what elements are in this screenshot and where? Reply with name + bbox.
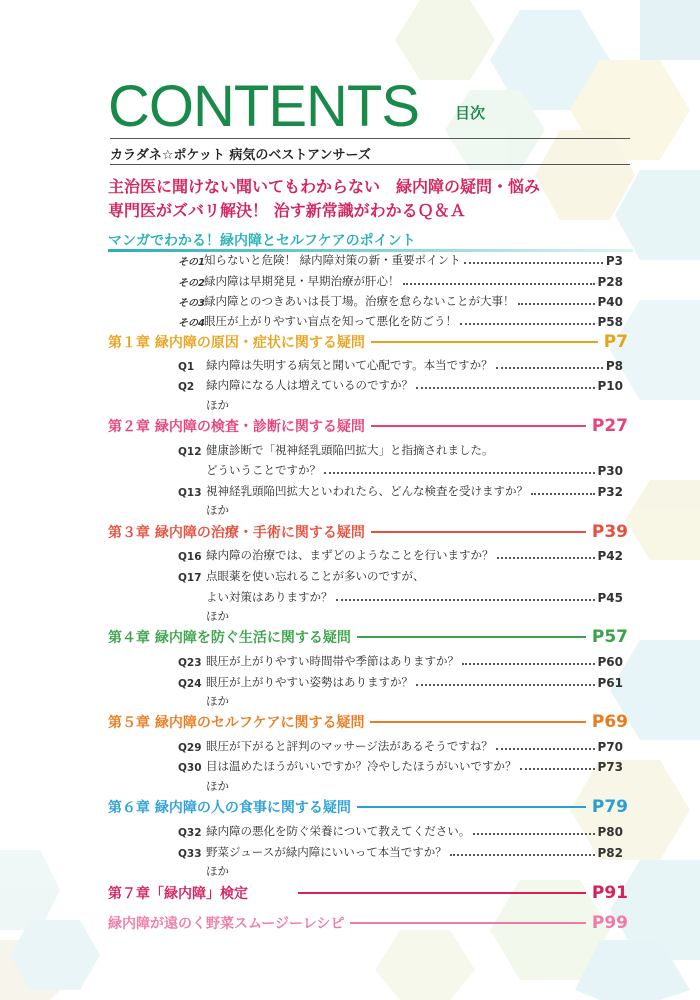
more-text (206, 691, 623, 709)
chapter-label: 第４章 緑内障を防ぐ生活に関する疑問 (108, 630, 351, 646)
chapter-rule (298, 892, 586, 894)
chapter-1-heading[interactable] (108, 330, 628, 354)
entry-page: P3 (605, 254, 623, 268)
entry-page: P28 (597, 275, 623, 289)
leader-dots (496, 748, 595, 750)
leader-dots (450, 854, 595, 856)
entry-number: Q2 (178, 381, 195, 393)
toc-entry[interactable] (178, 545, 623, 563)
toc-entry-continued[interactable] (206, 460, 623, 478)
entry-number: Q12 (178, 446, 202, 458)
toc-entry[interactable] (178, 271, 623, 289)
entry-number: Q33 (178, 848, 202, 860)
more-text (206, 606, 623, 624)
entry-page: P61 (597, 676, 623, 690)
chapter-label: 第６章 緑内障の人の食事に関する疑問 (108, 800, 351, 816)
entry-number: Q16 (178, 551, 202, 563)
toc-entry[interactable] (178, 566, 623, 584)
leader-dots (403, 283, 595, 285)
entry-page: P30 (597, 464, 623, 478)
more-label: ほか (206, 609, 229, 623)
entry-number: その1 (178, 257, 205, 268)
toc-entry[interactable] (178, 355, 623, 373)
chapter-rule (371, 341, 598, 343)
entry-page: P8 (605, 359, 623, 373)
chapter-5-heading[interactable] (108, 710, 628, 734)
toc-entry[interactable] (178, 440, 623, 458)
entry-number: Q17 (178, 572, 202, 584)
entry-number: その2 (178, 278, 205, 289)
more-text (206, 861, 623, 879)
chapter-page: P7 (603, 332, 628, 352)
leader-dots (464, 262, 603, 264)
entry-text: 緑内障とのつきあいは長丁場。治療を怠らないことが大事！ (204, 294, 515, 308)
entry-number: Q23 (178, 657, 202, 669)
entry-page: P32 (597, 485, 623, 499)
divider (110, 164, 630, 165)
chapter-label: 第７章「緑内障」検定 (108, 886, 248, 902)
entry-page: P40 (597, 295, 623, 309)
entry-text: 眼圧が下がると評判のマッサージ法があるそうですね？ (206, 739, 493, 753)
entry-text: 視神経乳頭陥凹拡大といわれたら、どんな検査を受けますか？ (206, 484, 528, 498)
page-title-japanese: 目次 (455, 104, 486, 122)
entry-text: 緑内障の悪化を防ぐ栄養について教えてください。 (206, 824, 471, 838)
entry-page: P80 (597, 825, 623, 839)
entry-text: どういうことですか？ (206, 463, 321, 477)
leader-dots (520, 768, 595, 770)
chapter-rule (371, 531, 586, 533)
entry-number: Q32 (178, 827, 202, 839)
tagline-line-2: 専門医がズバリ解決！ 治す新常識がわかるＱ＆Ａ (108, 201, 466, 220)
chapter-4-heading[interactable] (108, 625, 628, 649)
book-title: カラダネ☆ポケット 病気のベストアンサーズ (110, 148, 371, 163)
entry-page: P82 (597, 846, 623, 860)
entry-text: よい対策はありますか？ (206, 590, 333, 604)
toc-entry[interactable] (178, 842, 623, 860)
entry-text: 緑内障の治療では、まずどのようなことを行いますか？ (206, 548, 494, 562)
chapter-rule (357, 636, 586, 638)
entry-page: P58 (597, 315, 623, 329)
entry-number: Q1 (178, 361, 195, 373)
chapter-label: 第３章 緑内障の治療・手術に関する疑問 (108, 525, 365, 541)
entry-page: P45 (597, 591, 623, 605)
leader-dots (473, 833, 594, 835)
toc-entry-continued[interactable] (206, 587, 623, 605)
leader-dots (416, 387, 595, 389)
entry-number: その4 (178, 318, 205, 329)
chapter-page: P69 (591, 712, 628, 732)
entry-text: 緑内障は早期発見・早期治療が肝心！ (204, 274, 400, 288)
more-label: ほか (206, 694, 229, 708)
leader-dots (531, 493, 595, 495)
entry-text: 知らないと危険！ 緑内障対策の新・重要ポイント (204, 253, 461, 267)
more-label: ほか (206, 864, 229, 878)
recipe-heading[interactable] (108, 911, 628, 935)
chapter-rule (371, 425, 586, 427)
toc-entry[interactable] (178, 651, 623, 669)
leader-dots (462, 663, 595, 665)
chapter-label: 緑内障が遠のく野菜スムージーレシピ (108, 916, 345, 932)
entry-text: 健康診断で「視神経乳頭陥凹拡大」と指摘されました。 (206, 443, 494, 457)
more-label: ほか (206, 398, 229, 412)
entry-text: 眼圧が上がりやすい姿勢はありますか？ (206, 675, 413, 689)
chapter-label: 第１章 緑内障の原因・症状に関する疑問 (108, 335, 365, 351)
divider (110, 138, 630, 139)
leader-dots (460, 323, 595, 325)
chapter-rule (357, 806, 586, 808)
entry-text: 目は温めたほうがいいですか？冷やしたほうがいいですか？ (206, 759, 517, 773)
leader-dots (324, 472, 595, 474)
toc-entry[interactable] (178, 311, 623, 329)
entry-page: P42 (597, 549, 623, 563)
more-text (206, 776, 623, 794)
entry-page: P10 (597, 379, 623, 393)
toc-entry[interactable] (178, 250, 623, 268)
entry-text: 野菜ジュースが緑内障にいいって本当ですか？ (206, 845, 447, 859)
chapter-page: P99 (591, 913, 628, 933)
toc-entry[interactable] (178, 481, 623, 499)
leader-dots (496, 367, 603, 369)
more-text (206, 395, 623, 413)
entry-text: 緑内障になる人は増えているのですか？ (206, 378, 413, 392)
chapter-2-heading[interactable] (108, 414, 628, 438)
more-label: ほか (206, 779, 229, 793)
toc-entry[interactable] (178, 291, 623, 309)
toc-entry[interactable] (178, 736, 623, 754)
more-text (206, 500, 623, 518)
toc-entry[interactable] (178, 375, 623, 393)
leader-dots (416, 684, 595, 686)
chapter-3-heading[interactable] (108, 520, 628, 544)
entry-page: P60 (597, 655, 623, 669)
entry-number: その3 (178, 298, 205, 309)
leader-dots (497, 557, 595, 559)
entry-number: Q30 (178, 762, 202, 774)
tagline-line-1: 主治医に聞けない聞いてもわからない 緑内障の疑問・悩み (108, 177, 541, 196)
chapter-page: P27 (591, 416, 628, 436)
entry-text: 眼圧が上がりやすい時間帯や季節はありますか？ (206, 654, 459, 668)
entry-page: P73 (597, 760, 623, 774)
leader-dots (518, 303, 595, 305)
chapter-7-heading[interactable] (108, 881, 628, 905)
entry-number: Q13 (178, 487, 202, 499)
page-title: CONTENTS (108, 74, 419, 139)
manga-section-heading: マンガでわかる！緑内障とセルフケアのポイント (108, 233, 416, 249)
toc-entry[interactable] (178, 756, 623, 774)
chapter-page: P79 (591, 797, 628, 817)
entry-text: 点眼薬を使い忘れることが多いのですが、 (206, 569, 425, 583)
entry-page: P70 (597, 740, 623, 754)
chapter-page: P57 (591, 627, 628, 647)
entry-number: Q24 (178, 678, 202, 690)
entry-text: 緑内障は失明する病気と聞いて心配です。本当ですか？ (206, 358, 493, 372)
chapter-label: 第５章 緑内障のセルフケアに関する疑問 (108, 715, 365, 731)
chapter-label: 第２章 緑内障の検査・診断に関する疑問 (108, 419, 365, 435)
chapter-page: P91 (591, 883, 628, 903)
chapter-6-heading[interactable] (108, 795, 628, 819)
chapter-rule (350, 922, 585, 924)
chapter-rule (370, 721, 585, 723)
leader-dots (336, 599, 595, 601)
more-label: ほか (206, 503, 229, 517)
entry-text: 眼圧が上がりやすい盲点を知って悪化を防ごう！ (204, 314, 457, 328)
chapter-page: P39 (591, 522, 628, 542)
toc-entry[interactable] (178, 672, 623, 690)
entry-number: Q29 (178, 742, 202, 754)
toc-entry[interactable] (178, 821, 623, 839)
